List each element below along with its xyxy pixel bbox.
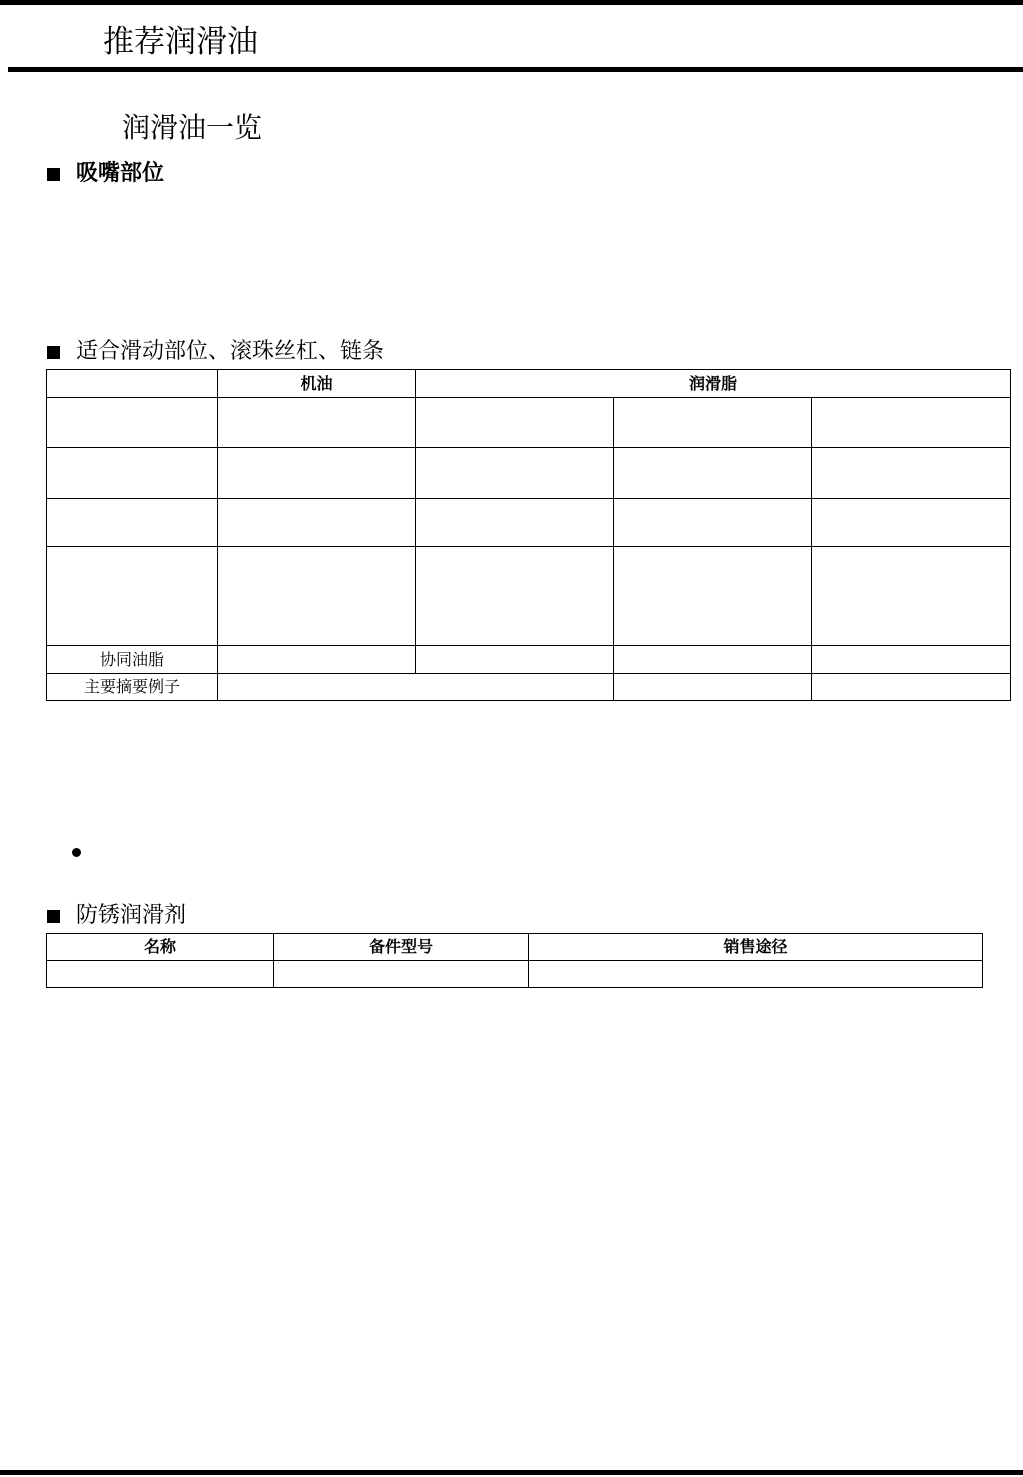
header-cell-part-number: 备件型号 [274, 934, 529, 961]
table-cell [218, 547, 416, 646]
table-cell [812, 646, 1011, 674]
table-cell [812, 674, 1011, 701]
header-cell-sales-channel: 销售途径 [529, 934, 983, 961]
page-subtitle: 润滑油一览 [122, 111, 263, 144]
page-title: 推荐润滑油 [103, 24, 258, 60]
header-cell-blank [47, 370, 218, 398]
header-cell-grease: 润滑脂 [416, 370, 1011, 398]
table-row [47, 398, 1011, 448]
rust-lubricant-table [46, 933, 983, 988]
table-cell [218, 398, 416, 448]
table-row [47, 547, 1011, 646]
table-cell [812, 499, 1011, 547]
table-cell [614, 547, 812, 646]
table-row [47, 448, 1011, 499]
table-cell [47, 448, 218, 499]
table-cell [416, 448, 614, 499]
table-cell [416, 398, 614, 448]
square-bullet-icon [47, 168, 60, 181]
lubricant-table [46, 369, 1011, 701]
table-cell [614, 398, 812, 448]
table-cell [218, 448, 416, 499]
bullet-dot-icon [72, 848, 81, 857]
table-cell [47, 499, 218, 547]
header-cell-name: 名称 [47, 934, 274, 961]
table-cell [416, 547, 614, 646]
table-cell [416, 646, 614, 674]
section-heading-text: 吸嘴部位 [76, 161, 165, 186]
square-bullet-icon [47, 346, 60, 359]
section-heading-text: 适合滑动部位、滚珠丝杠、链条 [76, 339, 385, 364]
table-cell [614, 499, 812, 547]
title-rule [8, 67, 1023, 72]
table-cell [812, 547, 1011, 646]
table-cell [218, 499, 416, 547]
top-rule [0, 0, 1023, 5]
section-heading-text: 防锈润滑剂 [76, 903, 187, 928]
section-heading-sliding [47, 338, 384, 366]
table-header-row [47, 934, 983, 961]
table-cell [614, 674, 812, 701]
table-cell [614, 646, 812, 674]
table-cell [47, 961, 274, 988]
table-row [47, 646, 1011, 674]
table-header-row [47, 370, 1011, 398]
square-bullet-icon [47, 910, 60, 923]
table-row [47, 499, 1011, 547]
bottom-rule [0, 1470, 1023, 1475]
table-cell [274, 961, 529, 988]
table-cell [614, 448, 812, 499]
table-cell [416, 499, 614, 547]
section-heading-rust [47, 902, 186, 930]
table-row [47, 674, 1011, 701]
table-cell [218, 646, 416, 674]
header-cell-oil: 机油 [218, 370, 416, 398]
section-heading-suction [47, 160, 164, 188]
table-cell [812, 448, 1011, 499]
row-label-cell: 协同油脂 [47, 646, 218, 674]
table-row [47, 961, 983, 988]
table-cell-merged [218, 674, 614, 701]
table-cell [47, 547, 218, 646]
table-cell [529, 961, 983, 988]
row-label-cell: 主要摘要例子 [47, 674, 218, 701]
table-cell [47, 398, 218, 448]
table-cell [812, 398, 1011, 448]
